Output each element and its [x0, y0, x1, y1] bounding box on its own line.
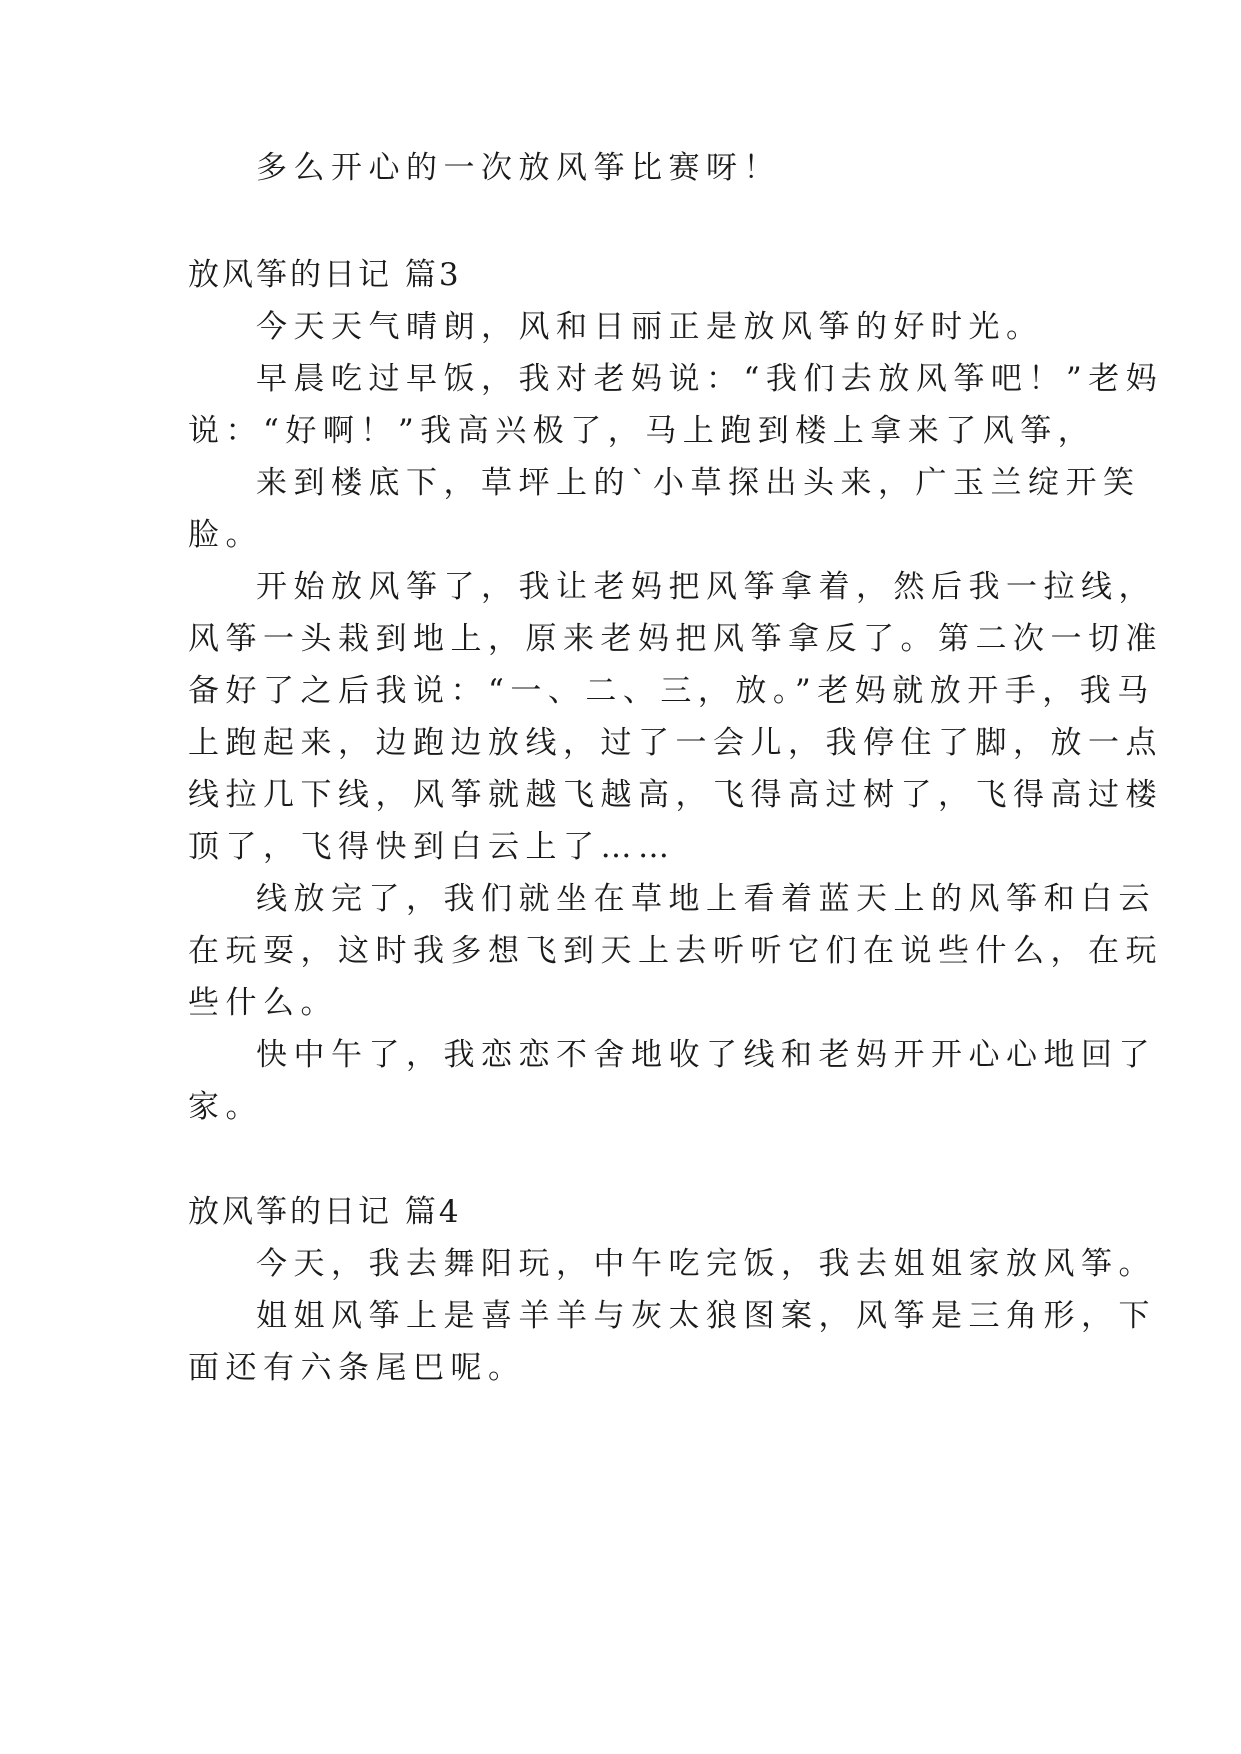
paragraph-line: 顶了，飞得快到白云上了……	[188, 829, 676, 865]
paragraph-line: 些什么。	[188, 985, 338, 1021]
intro-paragraph: 多么开心的一次放风筝比赛呀！	[256, 150, 781, 186]
paragraph-line: 面还有六条尾巴呢。	[188, 1350, 526, 1386]
section-4-title: 放风筝的日记 篇4	[188, 1194, 462, 1230]
paragraph-line: 备好了之后我说：“一、二、三，放。”老妈就放开手，我马	[188, 673, 1155, 709]
paragraph-line: 快中午了，我恋恋不舍地收了线和老妈开开心心地回了	[256, 1037, 1156, 1073]
paragraph-line: 风筝一头栽到地上，原来老妈把风筝拿反了。第二次一切准	[188, 621, 1163, 657]
paragraph-line: 线拉几下线，风筝就越飞越高，飞得高过树了，飞得高过楼	[188, 777, 1163, 813]
paragraph-line: 线放完了，我们就坐在草地上看着蓝天上的风筝和白云	[256, 881, 1156, 917]
section-3-title: 放风筝的日记 篇3	[188, 257, 462, 293]
paragraph-line: 开始放风筝了，我让老妈把风筝拿着，然后我一拉线，	[256, 569, 1156, 605]
paragraph-line: 早晨吃过早饭，我对老妈说：“我们去放风筝吧！”老妈	[256, 361, 1164, 397]
paragraph-line: 上跑起来，边跑边放线，过了一会儿，我停住了脚，放一点	[188, 725, 1163, 761]
paragraph-line: 说：“好啊！”我高兴极了，马上跑到楼上拿来了风筝，	[188, 413, 1096, 449]
paragraph-line: 家。	[188, 1089, 263, 1125]
paragraph-line: 今天天气晴朗，风和日丽正是放风筝的好时光。	[256, 309, 1044, 345]
paragraph-line: 姐姐风筝上是喜羊羊与灰太狼图案，风筝是三角形，下	[256, 1298, 1156, 1334]
paragraph-line: 脸。	[188, 517, 263, 553]
paragraph-line: 来到楼底下，草坪上的`小草探出头来，广玉兰绽开笑	[256, 465, 1141, 501]
paragraph-line: 今天，我去舞阳玩，中午吃完饭，我去姐姐家放风筝。	[256, 1246, 1156, 1282]
paragraph-line: 在玩耍，这时我多想飞到天上去听听它们在说些什么，在玩	[188, 933, 1163, 969]
